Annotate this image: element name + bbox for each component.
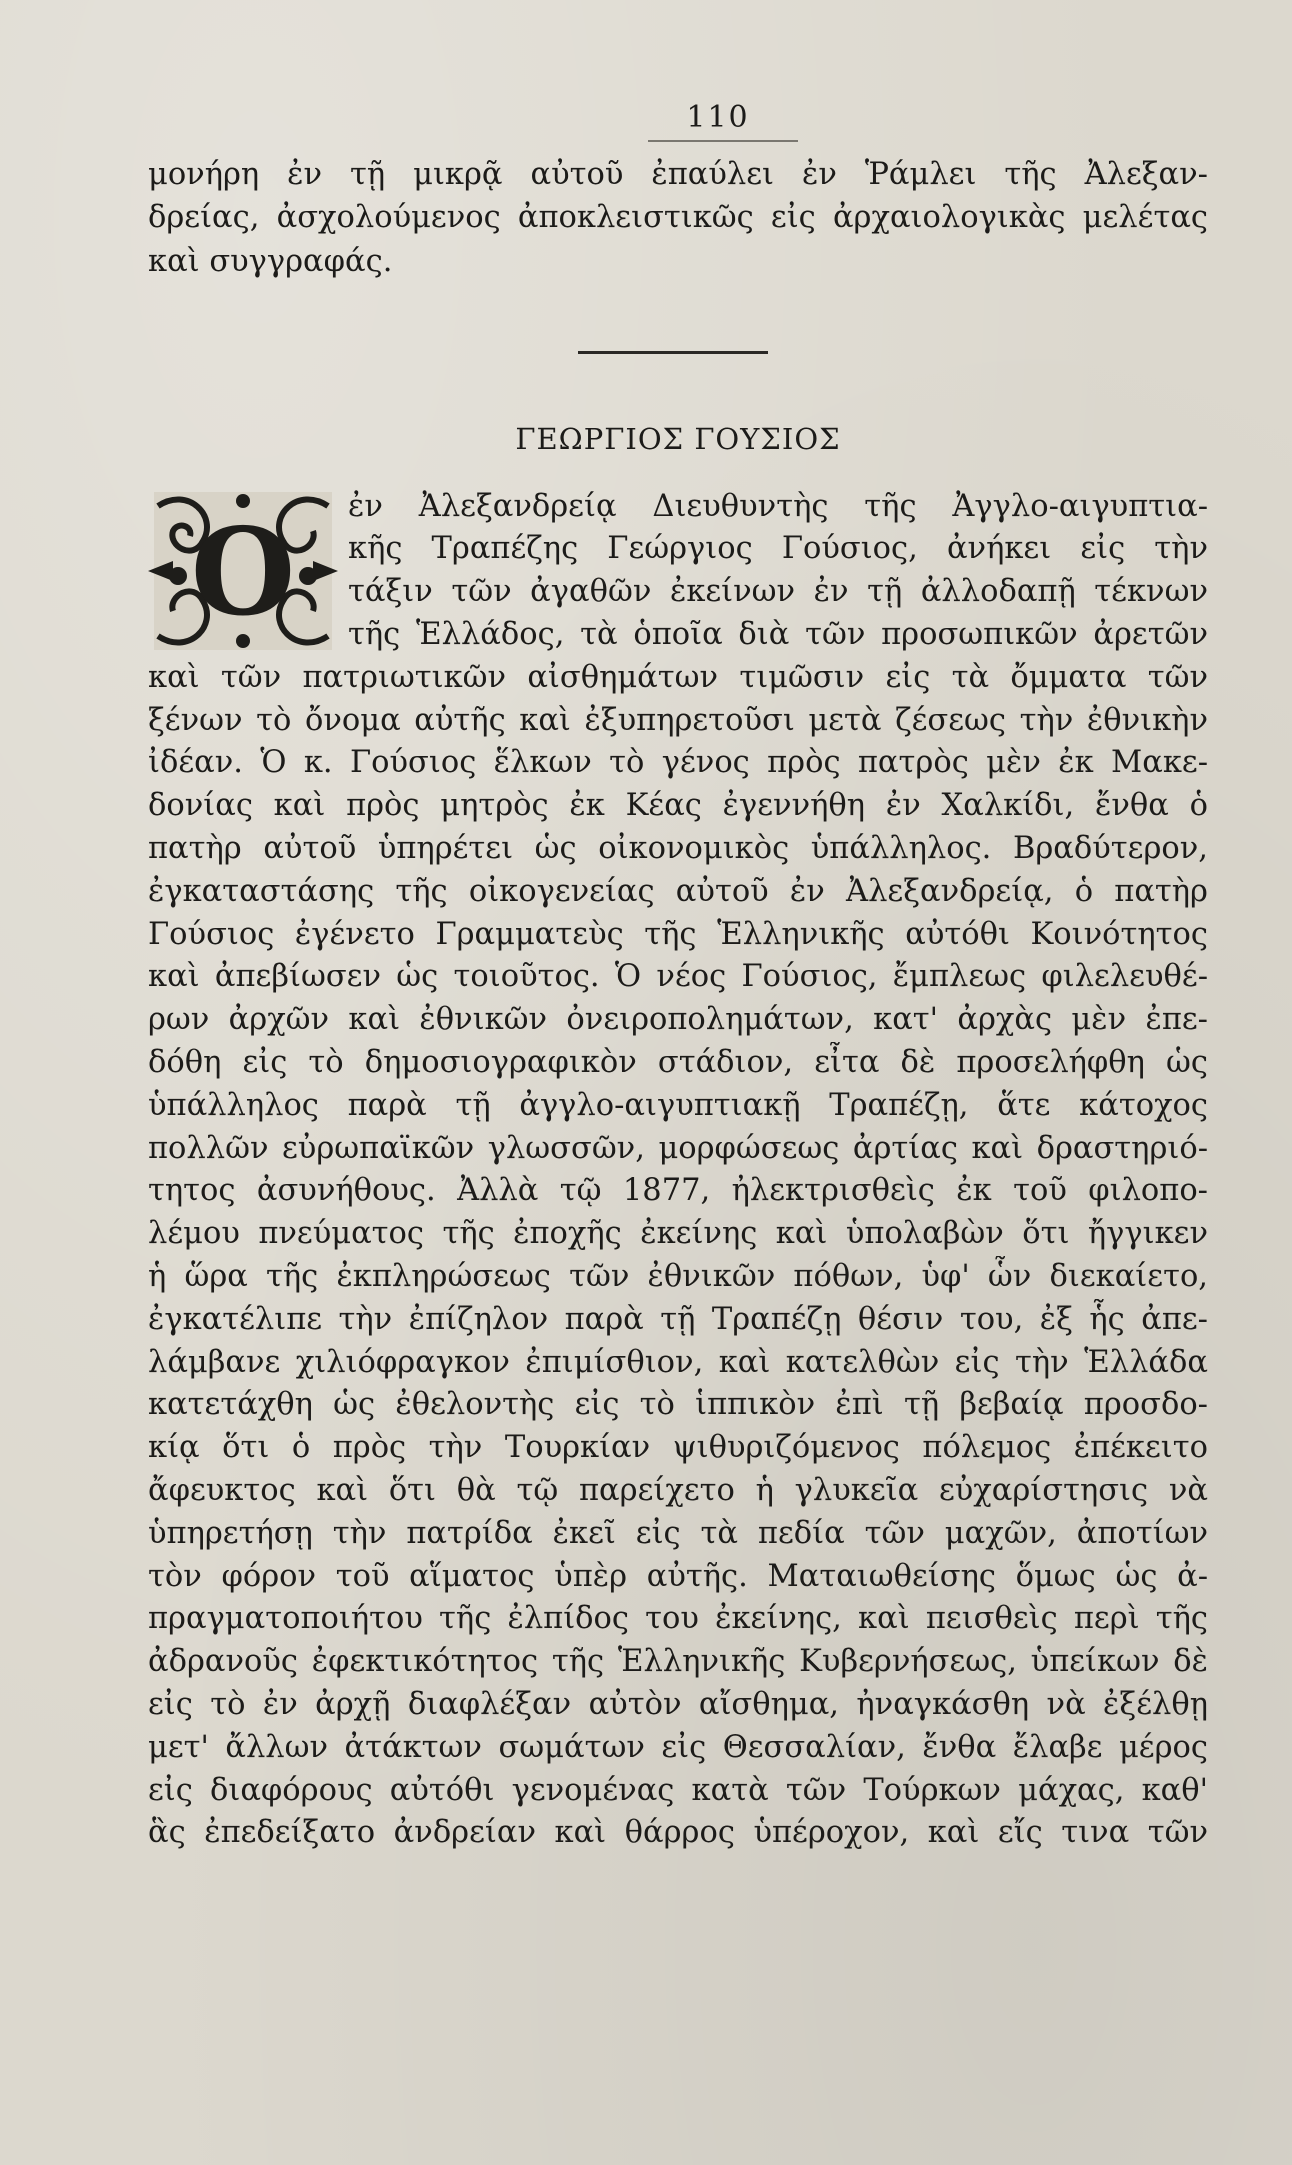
text-line: ἐγκαταστάσης τῆς οἰκογενείας αὐτοῦ ἐν Ἀλεξανδρείᾳ, ὁ πατὴρ [148,873,1208,909]
section-divider [578,351,768,354]
text-line: ἐν Ἀλεξανδρείᾳ Διευθυντὴς τῆς Ἀγγλο-αιγυπτια- [348,488,1208,524]
text-line: πατὴρ αὐτοῦ ὑπηρέτει ὡς οἰκονομικὸς ὑπάλληλος. Βραδύτερον, [148,830,1208,866]
text-line: ἰδέαν. Ὁ κ. Γούσιος ἕλκων τὸ γένος πρὸς πατρὸς μὲν ἐκ Μακε- [148,745,1208,781]
text-line: ἐγκατέλιπε τὴν ἐπίζηλον παρὰ τῇ Τραπέζῃ θέσιν του, ἐξ ἧς ἀπε- [148,1301,1208,1337]
text-line: ὑπηρετήσῃ τὴν πατρίδα ἐκεῖ εἰς τὰ πεδία τῶν μαχῶν, ἀποτίων [148,1515,1208,1551]
text-line: δόθη εἰς τὸ δημοσιογραφικὸν στάδιον, εἶτα δὲ προσελήφθη ὡς [148,1044,1208,1080]
ornamental-dropcap-icon [148,486,338,656]
text-line: καὶ ἀπεβίωσεν ὡς τοιοῦτος. Ὁ νέος Γούσιος, ἔμπλεως φιλελευθέ- [148,959,1208,995]
text-line: ἀδρανοῦς ἐφεκτικότητος τῆς Ἑλληνικῆς Κυβερνήσεως, ὑπείκων δὲ [148,1644,1208,1680]
text-line: κατετάχθη ὡς ἐθελοντὴς εἰς τὸ ἱππικὸν ἐπὶ τῇ βεβαίᾳ προσδο- [148,1387,1208,1423]
text-line: τητος ἀσυνήθους. Ἀλλὰ τῷ 1877, ἠλεκτρισθεὶς ἐκ τοῦ φιλοπο- [148,1173,1208,1209]
text-line: κίᾳ ὅτι ὁ πρὸς τὴν Τουρκίαν ψιθυριζόμενος πόλεμος ἐπέκειτο [148,1430,1208,1466]
text-line: τὸν φόρον τοῦ αἵματος ὑπὲρ αὐτῆς. Ματαιωθείσης ὅμως ὡς ἀ- [148,1558,1208,1594]
text-line: λάμβανε χιλιόφραγκον ἐπιμίσθιον, καὶ κατελθὼν εἰς τὴν Ἑλλάδα [148,1344,1208,1380]
text-line: ρων ἀρχῶν καὶ ἐθνικῶν ὀνειροπολημάτων, κατ' ἀρχὰς μὲν ἐπε- [148,1002,1208,1038]
text-line: ἃς ἐπεδείξατο ἀνδρείαν καὶ θάρρος ὑπέροχον, καὶ εἴς τινα τῶν [148,1815,1208,1851]
text-line: μετ' ἄλλων ἀτάκτων σωμάτων εἰς Θεσσαλίαν, ἔνθα ἔλαβε μέρος [148,1729,1208,1765]
text-line: τάξιν τῶν ἀγαθῶν ἐκείνων ἐν τῇ ἀλλοδαπῇ τέκνων [348,574,1208,610]
svg-text:Ο: Ο [190,501,296,643]
book-page [148,100,1208,1855]
page-number: 110 [686,100,750,135]
text-line: ξένων τὸ ὄνομα αὐτῆς καὶ ἐξυπηρετοῦσι μετὰ ζέσεως τὴν ἐθνικὴν [148,702,1208,738]
text-line: ἄφευκτος καὶ ὅτι θὰ τῷ παρείχετο ἡ γλυκεῖα εὐχαρίστησις νὰ [148,1472,1208,1508]
text-line: μονήρη ἐν τῇ μικρᾷ αὐτοῦ ἐπαύλει ἐν Ῥάμλει τῆς Ἀλεξαν- [148,157,1208,192]
text-line: καὶ τῶν πατριωτικῶν αἰσθημάτων τιμῶσιν εἰς τὰ ὄμματα τῶν [148,659,1208,695]
section-heading: ΓΕΩΡΓΙΟΣ ΓΟΥΣΙΟΣ [515,421,841,456]
text-line: πολλῶν εὐρωπαϊκῶν γλωσσῶν, μορφώσεως ἀρτίας καὶ δραστηριό- [148,1130,1208,1166]
text-line: ἡ ὥρα τῆς ἐκπληρώσεως τῶν ἐθνικῶν πόθων, ὑφ' ὧν διεκαίετο, [148,1258,1208,1294]
section-body [148,486,1208,1856]
text-line: εἰς διαφόρους αὐτόθι γενομένας κατὰ τῶν Τούρκων μάχας, καθ' [148,1772,1208,1808]
previous-section-text [148,154,1208,283]
text-line: πραγματοποιήτου τῆς ἐλπίδος του ἐκείνης, καὶ πεισθεὶς περὶ τῆς [148,1601,1208,1637]
text-line: δρείας, ἀσχολούμενος ἀποκλειστικῶς εἰς ἀρχαιολογικὰς μελέτας [148,199,1208,235]
text-line: δονίας καὶ πρὸς μητρὸς ἐκ Κέας ἐγεννήθη ἐν Χαλκίδι, ἔνθα ὁ [148,788,1208,824]
text-line: κῆς Τραπέζης Γεώργιος Γούσιος, ἀνήκει εἰς τὴν [348,531,1208,567]
text-line: καὶ συγγραφάς. [148,243,393,279]
header-rule [648,140,798,142]
text-line: Γούσιος ἐγένετο Γραμματεὺς τῆς Ἑλληνικῆς αὐτόθι Κοινότητος [148,916,1208,952]
text-line: εἰς τὸ ἐν ἀρχῇ διαφλέξαν αὐτὸν αἴσθημα, ἠναγκάσθη νὰ ἐξέλθῃ [148,1686,1208,1722]
text-line: ὑπάλληλος παρὰ τῇ ἀγγλο-αιγυπτιακῇ Τραπέζῃ, ἅτε κάτοχος [148,1087,1208,1123]
text-line: λέμου πνεύματος τῆς ἐποχῆς ἐκείνης καὶ ὑπολαβὼν ὅτι ἤγγικεν [148,1216,1208,1252]
text-line: τῆς Ἑλλάδος, τὰ ὁποῖα διὰ τῶν προσωπικῶν ἀρετῶν [348,616,1208,652]
